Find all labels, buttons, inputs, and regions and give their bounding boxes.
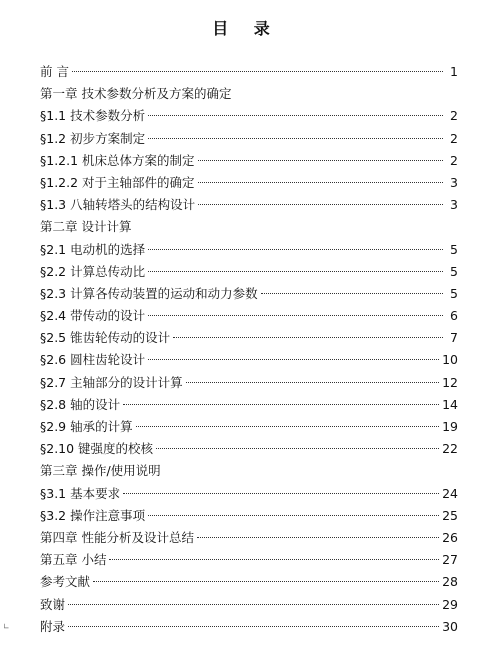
toc-entry-label: §2.2 计算总传动比 [40, 263, 146, 279]
toc-entry-label: 附录 [40, 618, 66, 634]
toc-page-number: 25 [442, 507, 458, 523]
toc-page-number: 29 [442, 596, 458, 612]
toc-entry-label: §1.1 技术参数分析 [40, 108, 146, 124]
toc-dot-leader [148, 249, 443, 250]
toc-entry[interactable] [40, 62, 458, 84]
toc-dot-leader [148, 115, 443, 116]
toc-dot-leader [136, 426, 439, 427]
toc-entry-label: 参考文献 [40, 574, 91, 590]
toc-entry[interactable] [40, 439, 458, 461]
toc-entry[interactable] [40, 328, 458, 350]
toc-entry[interactable] [40, 395, 458, 417]
page-title: 目 录 [212, 19, 280, 38]
toc-page-number: 24 [442, 485, 458, 501]
toc-dot-leader [93, 581, 439, 582]
toc-entry-label: 第四章 性能分析及设计总结 [40, 529, 194, 545]
toc-page-number: 3 [450, 174, 458, 190]
toc-entry-label: §1.2.2 对于主轴部件的确定 [40, 174, 195, 190]
toc-entry-label: §2.6 圆柱齿轮设计 [40, 352, 146, 368]
toc-entry-label: §1.2.1 机床总体方案的制定 [40, 152, 195, 168]
toc-page-number: 1 [450, 64, 458, 79]
toc-entry[interactable] [40, 617, 458, 639]
toc-entry[interactable] [40, 106, 458, 128]
toc-entry[interactable] [40, 595, 458, 617]
toc-dot-leader [148, 315, 443, 316]
toc-entry[interactable] [40, 195, 458, 217]
toc-dot-leader [198, 160, 443, 161]
toc-dot-leader [197, 537, 439, 538]
toc-entry[interactable] [40, 528, 458, 550]
toc-dot-leader [68, 604, 439, 605]
toc-page-number: 2 [450, 130, 458, 146]
margin-marker: ∟ [3, 622, 10, 631]
toc-entry[interactable] [40, 129, 458, 151]
toc-entry-label: §2.4 带传动的设计 [40, 308, 146, 324]
toc-entry[interactable] [40, 572, 458, 594]
toc-dot-leader [261, 293, 443, 294]
toc-entry-label: §1.3 八轴转塔头的结构设计 [40, 197, 196, 213]
toc-page-number: 30 [442, 618, 458, 634]
toc-entry-label: §2.9 轴承的计算 [40, 419, 133, 434]
toc-entry[interactable] [40, 306, 458, 328]
toc-page-number: 19 [442, 419, 458, 434]
toc-dot-leader [186, 382, 439, 383]
toc-dot-leader [148, 515, 439, 516]
toc-dot-leader [123, 404, 439, 405]
toc-chapter-heading[interactable] [40, 461, 458, 483]
table-of-contents [40, 62, 458, 639]
toc-entry-label: 前 言 [40, 64, 69, 79]
toc-entry-label: §2.8 轴的设计 [40, 396, 121, 412]
toc-dot-leader [72, 71, 443, 72]
toc-page-number: 6 [450, 308, 458, 324]
toc-chapter-heading[interactable] [40, 84, 458, 106]
toc-dot-leader [68, 626, 439, 627]
toc-dot-leader [148, 359, 439, 360]
toc-entry[interactable] [40, 506, 458, 528]
toc-entry[interactable] [40, 240, 458, 262]
toc-page-number: 5 [450, 241, 458, 257]
toc-entry-label: 第三章 操作/使用说明 [40, 463, 161, 479]
toc-page-number: 2 [450, 108, 458, 124]
toc-dot-leader [109, 559, 439, 560]
toc-entry-label: §2.7 主轴部分的设计计算 [40, 374, 183, 390]
toc-page-number: 7 [450, 330, 458, 346]
toc-dot-leader [148, 138, 443, 139]
toc-entry-label: 致谢 [40, 596, 66, 612]
toc-page-number: 12 [442, 374, 458, 390]
toc-dot-leader [198, 204, 443, 205]
toc-entry[interactable] [40, 550, 458, 572]
toc-dot-leader [173, 337, 443, 338]
toc-entry-label: §2.10 键强度的校核 [40, 441, 154, 457]
toc-entry[interactable] [40, 151, 458, 173]
toc-page-number: 2 [450, 152, 458, 168]
toc-entry-label: 第一章 技术参数分析及方案的确定 [40, 86, 232, 102]
toc-page-number: 14 [442, 396, 458, 412]
toc-entry-label: §2.3 计算各传动装置的运动和动力参数 [40, 285, 258, 301]
toc-entry[interactable] [40, 417, 458, 439]
toc-entry-label: 第五章 小结 [40, 552, 107, 568]
toc-page-number: 27 [442, 552, 458, 568]
toc-dot-leader [198, 182, 443, 183]
toc-entry[interactable] [40, 262, 458, 284]
toc-chapter-heading[interactable] [40, 217, 458, 239]
toc-entry[interactable] [40, 484, 458, 506]
toc-page-number: 5 [450, 263, 458, 279]
toc-entry-label: §3.1 基本要求 [40, 485, 121, 501]
toc-entry[interactable] [40, 173, 458, 195]
toc-page-number: 26 [442, 529, 458, 545]
toc-entry-label: §2.1 电动机的选择 [40, 241, 146, 257]
toc-entry-label: §1.2 初步方案制定 [40, 130, 146, 146]
toc-page-number: 10 [442, 352, 458, 368]
toc-entry[interactable] [40, 284, 458, 306]
toc-page-number: 5 [450, 285, 458, 301]
toc-dot-leader [148, 271, 443, 272]
toc-entry[interactable] [40, 373, 458, 395]
toc-entry-label: 第二章 设计计算 [40, 219, 132, 235]
toc-page-number: 28 [442, 574, 458, 590]
toc-entry-label: §2.5 锥齿轮传动的设计 [40, 330, 171, 346]
toc-entry[interactable] [40, 350, 458, 372]
toc-dot-leader [156, 448, 439, 449]
toc-page-number: 3 [450, 197, 458, 213]
toc-dot-leader [123, 493, 439, 494]
toc-entry-label: §3.2 操作注意事项 [40, 507, 146, 523]
toc-page-number: 22 [442, 441, 458, 457]
